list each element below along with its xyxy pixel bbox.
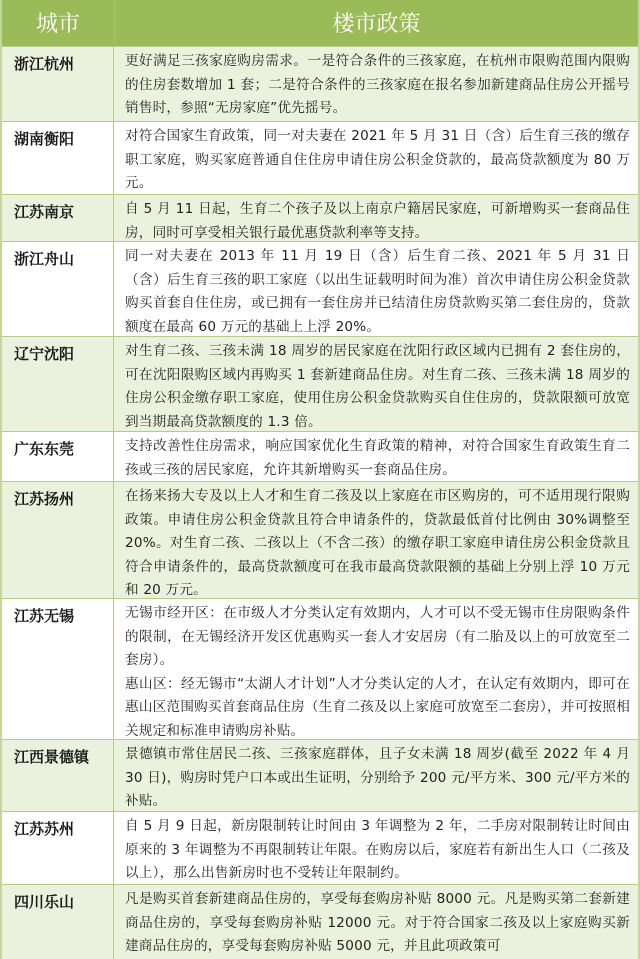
table-row	[2, 194, 638, 241]
city-cell: 湖南衡阳	[2, 122, 114, 194]
table-row	[2, 739, 638, 811]
city-cell: 辽宁沈阳	[2, 337, 114, 431]
policy-text: 更好满足三孩家庭购房需求。一是符合条件的三孩家庭，在杭州市限购范围内限购的住房套数增加 1 套；二是符合条件的三孩家庭在报名参加新建商品住房公开摇号销售时，参照“无房家庭”优先摇号。	[125, 53, 630, 116]
policy-text: 无锡市经开区：在市级人才分类认定有效期内，人才可以不受无锡市住房限购条件的限制，在无锡经济开发区优惠购买一套人才安居房（有二胎及以上的可放宽至二套房）。	[125, 605, 630, 668]
policy-cell	[114, 337, 638, 431]
policy-cell	[114, 482, 638, 598]
table-row	[2, 431, 638, 481]
table-row	[2, 884, 638, 959]
table-row	[2, 481, 638, 598]
policy-cell	[114, 740, 638, 811]
policy-text: 对生育二孩、三孩未满 18 周岁的居民家庭在沈阳行政区域内已拥有 2 套住房的，可在沈阳限购区域内再购买 1 套新建商品住房。对生育二孩、三孩未满 18 周岁的住房公积金缴存职工家庭，使用住房公积金贷款购买自住住房的，贷款限额可放宽到当期最高贷款额度的 1.3 倍。	[125, 343, 630, 430]
policy-text: 在扬来扬大专及以上人才和生育二孩及以上家庭在市区购房的，可不适用现行限购政策。申请住房公积金贷款且符合申请条件的，贷款最低首付比例由 30%调整至 20%。对生育二孩、二孩以上（不含二孩）的缴存职工家庭申请住房公积金贷款且符合申请条件的，最高贷款额度可在我市最高贷款限额的基础上分别上浮 10 万元和 20 万元。	[125, 488, 630, 598]
policy-cell	[114, 432, 638, 481]
city-cell: 江苏扬州	[2, 482, 114, 598]
policy-cell	[114, 599, 638, 739]
city-cell: 江苏无锡	[2, 599, 114, 739]
policy-text: 凡是购买首套新建商品住房的，享受每套购房补贴 8000 元。凡是购买第二套新建商品住房的，享受每套购房补贴 12000 元。对于符合国家二孩及以上家庭购买新建商品住房的，享受每套购房补贴 5000 元，并且此项政策可	[125, 891, 630, 954]
table-row	[2, 598, 638, 739]
policy-text: 自 5 月 9 日起，新房限制转让时间由 3 年调整为 2 年，二手房对限制转让时间由原来的 3 年调整为不再限制转让年限。在购房以后，家庭若有新出生人口（二孩及以上），那么出售新房时也不受转让年限制约。	[125, 818, 630, 881]
policy-text: 对符合国家生育政策，同一对夫妻在 2021 年 5 月 31 日（含）后生育三孩的缴存职工家庭，购买家庭普通自住住房申请住房公积金贷款的，最高贷款额度为 80 万元。	[125, 128, 630, 191]
header-policy: 楼市政策	[332, 12, 421, 37]
policy-cell	[114, 195, 638, 241]
policy-text: 同一对夫妻在 2013 年 11 月 19 日（含）后生育二孩、2021 年 5 月 31 日（含）后生育三孩的职工家庭（以出生证载明时间为准）首次申请住房公积金贷款购买首套自住住房，或已拥有一套住房并已结清住房贷款购买第二套住房的，贷款额度在最高 60 万元的基础上上浮 20%。	[125, 248, 630, 335]
header-city: 城市	[2, 0, 115, 45]
table-row	[2, 46, 638, 121]
city-cell: 浙江舟山	[2, 242, 114, 336]
policy-cell	[114, 242, 638, 336]
city-cell: 广东东莞	[2, 432, 114, 481]
policy-text: 自 5 月 11 日起，生育二个孩子及以上南京户籍居民家庭，可新增购买一套商品住房，同时可享受相关银行最优惠贷款利率等支持。	[125, 201, 630, 241]
city-cell: 江苏南京	[2, 195, 114, 241]
policy-text: 景德镇市常住居民二孩、三孩家庭群体，且子女未满 18 周岁(截至 2022 年 4 月 30 日)，购房时凭户口本或出生证明，分别给予 200 元/平方米、300 元/平方米的补贴。	[125, 746, 630, 809]
table-row	[2, 121, 638, 194]
city-cell: 浙江杭州	[2, 47, 114, 121]
policy-text: 惠山区：经无锡市“太湖人才计划”人才分类认定的人才，在认定有效期内，即可在惠山区范围购买首套商品住房（生育二孩及以上家庭可放宽至二套房），并可按照相关规定和标准申请购房补贴。	[125, 675, 630, 739]
table-row	[2, 241, 638, 336]
table-row	[2, 336, 638, 431]
table-row	[2, 811, 638, 884]
policy-cell	[114, 47, 638, 121]
policy-cell	[114, 812, 638, 884]
city-cell: 江西景德镇	[2, 740, 114, 811]
policy-cell	[114, 122, 638, 194]
policy-text: 支持改善性住房需求，响应国家优化生育政策的精神，对符合国家生育政策生育二孩或三孩的居民家庭，允许其新增购买一套商品住房。	[125, 438, 630, 478]
policy-cell	[114, 885, 638, 959]
table-header	[2, 0, 638, 46]
city-cell: 四川乐山	[2, 885, 114, 959]
city-cell: 江苏苏州	[2, 812, 114, 884]
